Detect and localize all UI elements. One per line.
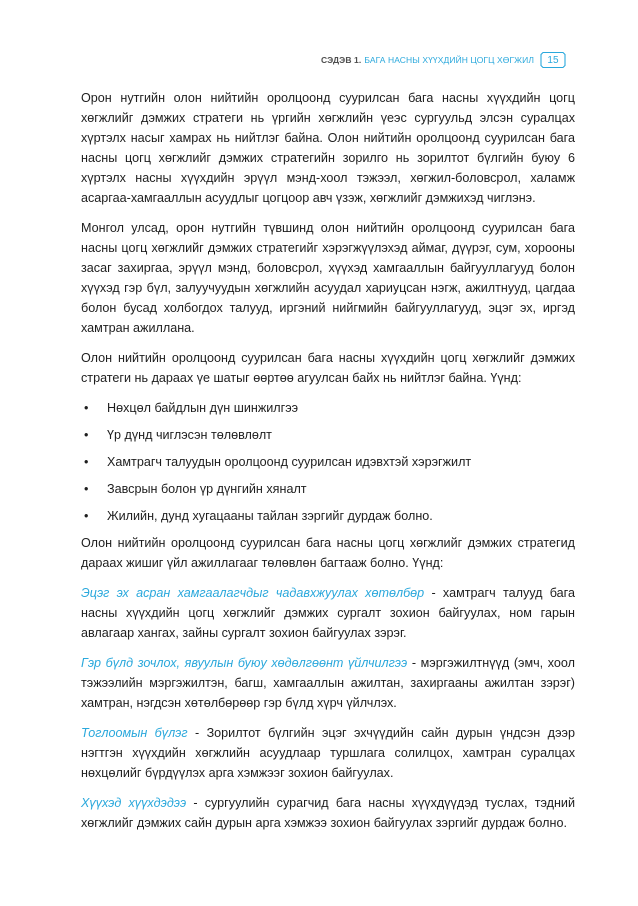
- list-item-text: Үр дүнд чиглэсэн төлөвлөлт: [107, 428, 272, 442]
- example-term: Хүүхэд хүүхдэдээ: [81, 796, 187, 810]
- example-play-group: [81, 723, 575, 783]
- page-number: 15: [547, 54, 559, 66]
- example-text: - хамтрагч талууд бага насны хүүхдийн цогц хөгжлийг дэмжих сургалт зохион байгуулах, ном гарын авлагаар хангах, зайны сургалт зохион байгуулах зэрэг.: [81, 586, 575, 640]
- list-item-text: Хамтрагч талуудын оролцоонд суурилсан идэвхтэй хэрэгжилт: [107, 455, 472, 469]
- example-child-to-child: [81, 793, 575, 833]
- example-term: Эцэг эх асран хамгаалагчдыг чадавхжуулах хөтөлбөр: [81, 586, 425, 600]
- list-item-text: Нөхцөл байдлын дүн шинжилгээ: [107, 401, 299, 415]
- paragraph-examples-intro: Олон нийтийн оролцоонд суурилсан бага насны цогц хөгжлийг дэмжих стратегид дараах жишиг үйл ажиллагааг төлөвлөн багтааж болно. Үүнд:: [81, 536, 575, 570]
- example-term: Гэр бүлд зочлох, явуулын буюу хөдөлгөөнт үйлчилгээ: [81, 656, 408, 670]
- list-item: [81, 506, 575, 526]
- example-text: - сургуулийн сурагчид бага насны хүүхдүүдэд туслах, тэдний хөгжлийг дэмжих сайн дурын арга хэмжээ зохион байгуулах зэргийг дурдаж болно.: [81, 796, 575, 830]
- header-chapter-title: БАГА НАСНЫ ХҮҮХДИЙН ЦОГЦ ХӨГЖИЛ: [364, 55, 534, 65]
- list-item: [81, 479, 575, 499]
- example-text: - Зорилтот бүлгийн эцэг эхчүүдийн сайн дурын үндсэн дээр нэгтгэн хүүхдийн хөгжлийн асуудлаар туршлага солилцох, хамтран суралцах нөхцөлийг бүрдүүлэх арга хэмжээг зохион байгуулах.: [81, 726, 575, 780]
- example-home-visits: [81, 653, 575, 713]
- list-item: [81, 425, 575, 445]
- paragraph-mongolia: Монгол улсад, орон нутгийн түвшинд олон нийтийн оролцоонд суурилсан бага насны цогц хөгжлийг дэмжих стратегийг хэрэгжүүлэхэд аймаг, дүүрэг, сум, хорооны засаг захиргаа, эрүүл мэнд, боловсрол, хүүхэд хамгааллын байгууллагууд болон хүүхэд гэр бүл, залуучуудын хөгжлийн асуудал хариуцсан нэгж, ажилтнууд, цагдаа болон бусад холбогдох талууд, иргэний нийгмийн байгууллагууд, эцэг эх, иргэд хамтран ажиллана.: [81, 221, 575, 335]
- bullet-icon: •: [84, 428, 89, 442]
- list-item: [81, 398, 575, 418]
- example-term: Тоглоомын бүлэг: [81, 726, 188, 740]
- list-item-text: Завсрын болон үр дүнгийн хяналт: [107, 482, 307, 496]
- example-text: - мэргэжилтнүүд (эмч, хоол тэжээлийн мэргэжилтэн, багш, хамгааллын ажилтан, захиргааны ажилтан зэрэг) хамтран, нэгдсэн хөтөлбөрөөр гэр бүлд хүрч үйлчлэх.: [81, 656, 576, 710]
- paragraph-stages: Олон нийтийн оролцоонд суурилсан бага насны хүүхдийн цогц хөгжлийг дэмжих стратеги нь дараах үе шатыг өөртөө агуулсан байх нь нийтлэг байна. Үүнд:: [81, 351, 575, 385]
- bullet-icon: •: [84, 401, 89, 415]
- page-header: [321, 50, 566, 70]
- page-body: [81, 88, 575, 843]
- stages-list: [81, 398, 575, 526]
- bullet-icon: •: [84, 509, 89, 523]
- bullet-icon: •: [84, 455, 89, 469]
- header-section-label: СЭДЭВ 1.: [320, 55, 362, 65]
- bullet-icon: •: [84, 482, 89, 496]
- example-parent-training: [81, 583, 575, 643]
- paragraph-intro: Орон нутгийн олон нийтийн оролцоонд суурилсан бага насны хүүхдийн цогц хөгжлийг дэмжих стратеги нь үргийн хөгжлийн үеэс сургуульд элсэн суралцах хүртэлх насыг хамрах нь нийтлэг байна. Олон нийтийн оролцоонд суурилсан бага насны цогц хөгжлийг дэмжих стратегийн зорилго нь зорилтот бүлгийн буюу 6 хүртэлх насны хүүхдийн эрүүл мэнд-хоол тэжээл, хөгжил-боловсрол, халамж асаргаа-хамгааллын асуудлыг цогцоор авч үзэж, хөгжлийг дэмжихэд чиглэнэ.: [81, 91, 575, 205]
- list-item: [81, 452, 575, 472]
- page-number-badge: [540, 51, 566, 69]
- list-item-text: Жилийн, дунд хугацааны тайлан зэргийг дурдаж болно.: [107, 509, 433, 523]
